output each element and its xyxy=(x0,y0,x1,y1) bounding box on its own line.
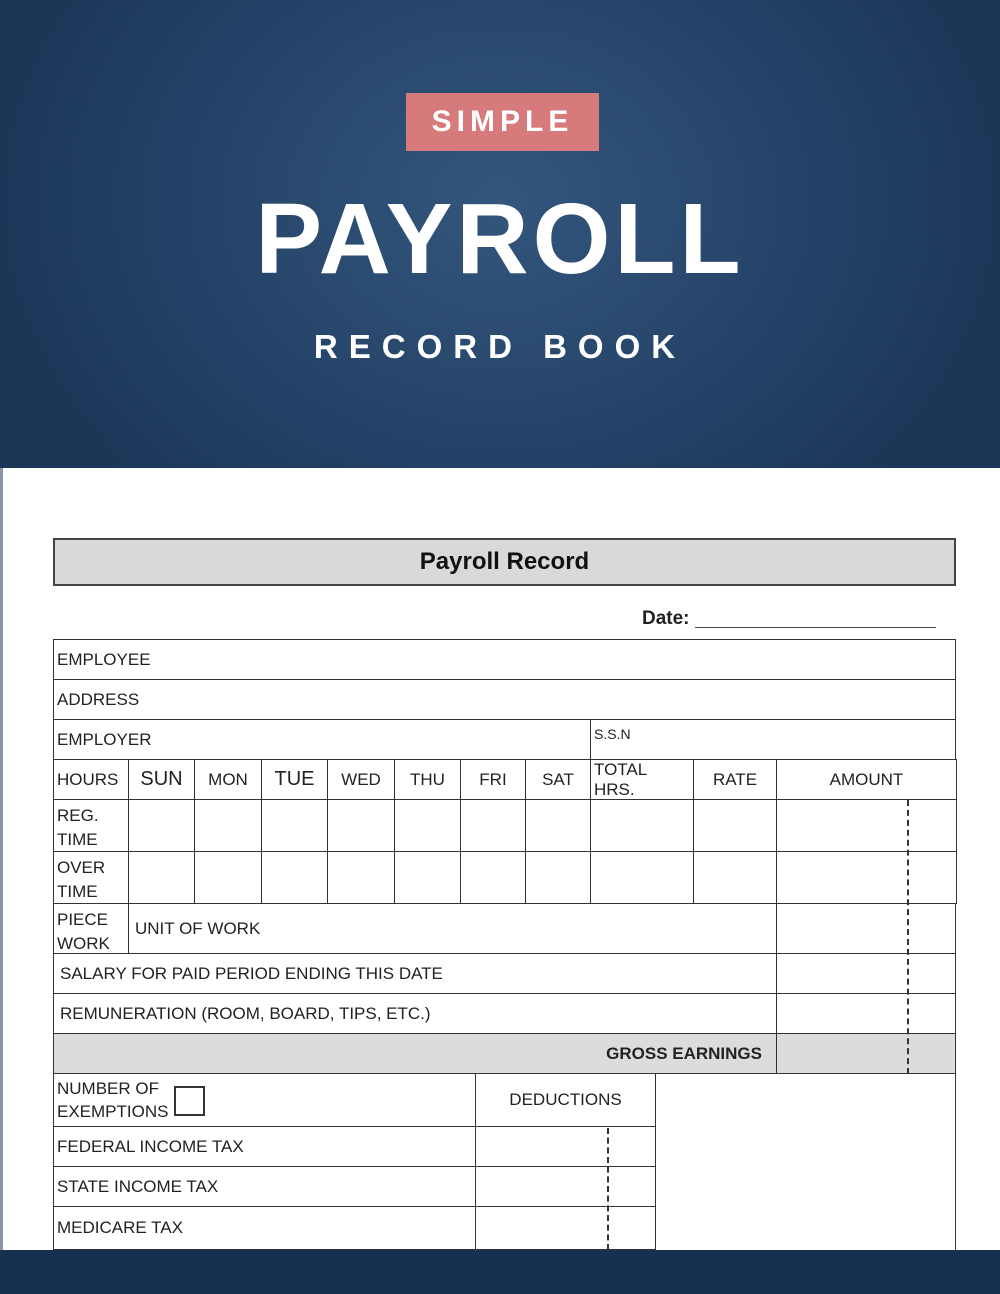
unit-of-work-field[interactable]: UNIT OF WORK xyxy=(128,903,777,954)
hours-header-sun: SUN xyxy=(128,759,195,800)
deduction-label-medicare: MEDICARE TAX xyxy=(53,1206,476,1250)
deduction-label-federal: FEDERAL INCOME TAX xyxy=(53,1126,476,1167)
reg-time-fri-cell[interactable] xyxy=(460,799,526,852)
deduction-amount-medicare[interactable] xyxy=(475,1206,656,1250)
reg-time-total-hrs-cell[interactable] xyxy=(590,799,694,852)
deduction-amount-state[interactable] xyxy=(475,1166,656,1207)
bottom-banner xyxy=(0,1250,1000,1294)
deduction-amount-federal[interactable] xyxy=(475,1126,656,1167)
form-title: Payroll Record xyxy=(53,538,956,586)
reg-time-sun-cell[interactable] xyxy=(128,799,195,852)
hours-header-rate: RATE xyxy=(693,759,777,800)
over-time-amount-cell[interactable] xyxy=(776,851,957,904)
hours-header-wed: WED xyxy=(327,759,395,800)
salary-label: SALARY FOR PAID PERIOD ENDING THIS DATE xyxy=(53,953,777,994)
employer-row[interactable]: EMPLOYER xyxy=(53,719,591,760)
over-time-label: OVER TIME xyxy=(53,851,129,904)
simple-badge: SIMPLE xyxy=(406,93,599,151)
over-time-fri-cell[interactable] xyxy=(460,851,526,904)
reg-time-tue-cell[interactable] xyxy=(261,799,328,852)
hours-header-fri: FRI xyxy=(460,759,526,800)
over-time-wed-cell[interactable] xyxy=(327,851,395,904)
date-field[interactable] xyxy=(695,627,936,628)
deduction-cents-divider xyxy=(607,1128,609,1250)
hours-header-thu: THU xyxy=(394,759,461,800)
reg-time-thu-cell[interactable] xyxy=(394,799,461,852)
reg-time-sat-cell[interactable] xyxy=(525,799,591,852)
cover-title: PAYROLL xyxy=(255,183,745,295)
over-time-sat-cell[interactable] xyxy=(525,851,591,904)
hours-header-amount: AMOUNT xyxy=(776,759,957,800)
over-time-total-hrs-cell[interactable] xyxy=(590,851,694,904)
hours-header-hours: HOURS xyxy=(53,759,129,800)
salary-amount[interactable] xyxy=(776,953,956,994)
piece-work-amount[interactable] xyxy=(776,903,956,954)
cover-banner xyxy=(0,0,1000,468)
reg-time-wed-cell[interactable] xyxy=(327,799,395,852)
exemptions-label xyxy=(53,1073,476,1127)
over-time-sun-cell[interactable] xyxy=(128,851,195,904)
over-time-mon-cell[interactable] xyxy=(194,851,262,904)
reg-time-label: REG. TIME xyxy=(53,799,129,852)
remuneration-amount[interactable] xyxy=(776,993,956,1034)
hours-header-mon: MON xyxy=(194,759,262,800)
cover-subtitle: RECORD BOOK xyxy=(313,328,687,365)
address-row[interactable]: ADDRESS xyxy=(53,679,956,720)
reg-time-rate-cell[interactable] xyxy=(693,799,777,852)
deductions-header: DEDUCTIONS xyxy=(475,1073,656,1127)
hours-header-sat: SAT xyxy=(525,759,591,800)
blank-area xyxy=(655,1073,956,1251)
deduction-label-state: STATE INCOME TAX xyxy=(53,1166,476,1207)
over-time-tue-cell[interactable] xyxy=(261,851,328,904)
amount-cents-divider xyxy=(907,800,909,1074)
over-time-rate-cell[interactable] xyxy=(693,851,777,904)
reg-time-amount-cell[interactable] xyxy=(776,799,957,852)
ssn-field[interactable]: S.S.N xyxy=(590,719,956,760)
exemptions-text: NUMBER OF EXEMPTIONS xyxy=(57,1079,169,1121)
exemptions-checkbox[interactable] xyxy=(174,1086,205,1116)
hours-header-total-hrs: TOTAL HRS. xyxy=(590,759,694,800)
date-label: Date: xyxy=(642,608,690,629)
hours-header-tue: TUE xyxy=(261,759,328,800)
remuneration-label: REMUNERATION (ROOM, BOARD, TIPS, ETC.) xyxy=(53,993,777,1034)
gross-earnings-amount[interactable] xyxy=(776,1033,956,1074)
piece-work-label: PIECE WORK xyxy=(53,903,129,954)
reg-time-mon-cell[interactable] xyxy=(194,799,262,852)
gross-earnings-label: GROSS EARNINGS xyxy=(53,1033,777,1074)
employee-row[interactable]: EMPLOYEE xyxy=(53,639,956,680)
over-time-thu-cell[interactable] xyxy=(394,851,461,904)
